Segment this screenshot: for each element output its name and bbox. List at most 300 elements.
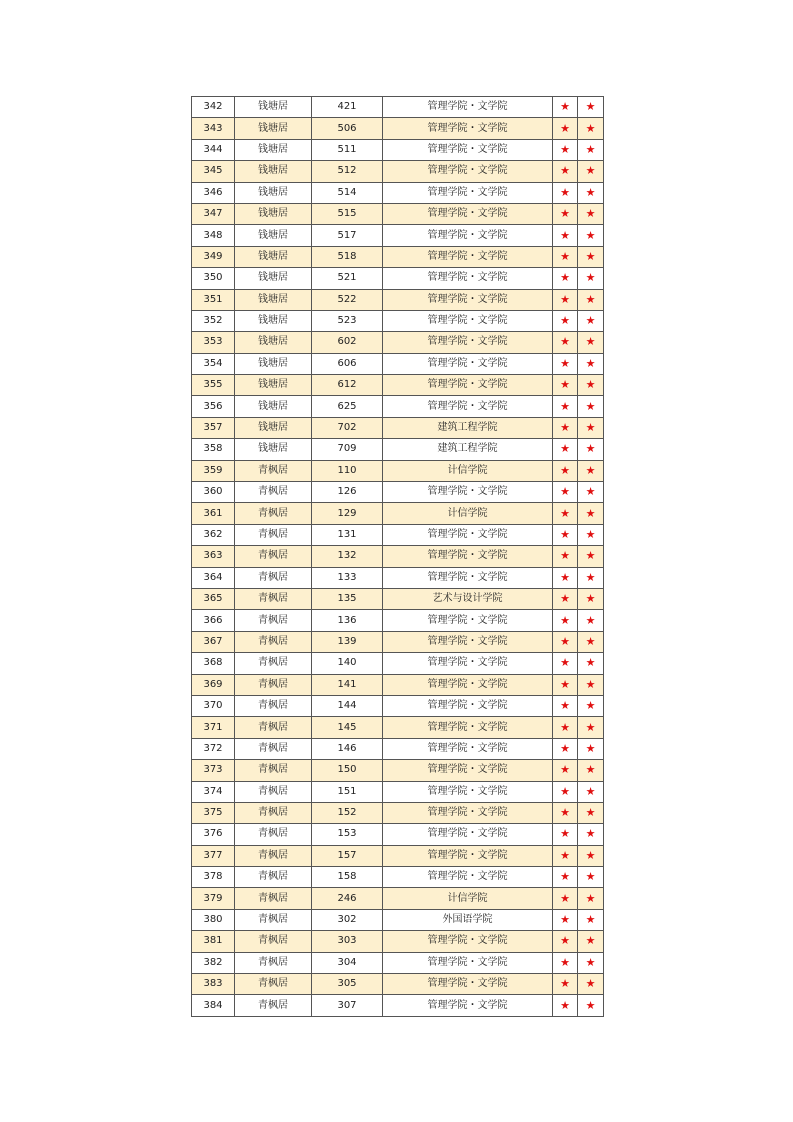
building-name: 青枫居 [235,631,312,652]
college-name: 管理学院・文学院 [383,610,553,631]
star-icon: ★ [553,97,578,118]
building-name: 青枫居 [235,974,312,995]
table-row [192,824,604,845]
college-name: 管理学院・文学院 [383,139,553,160]
building-name: 钱塘居 [235,161,312,182]
star-icon: ★ [578,182,604,203]
building-name: 钱塘居 [235,332,312,353]
building-name: 青枫居 [235,824,312,845]
row-number: 371 [192,717,235,738]
building-name: 钱塘居 [235,375,312,396]
college-name: 管理学院・文学院 [383,952,553,973]
room-number: 131 [312,524,383,545]
room-number: 602 [312,332,383,353]
star-icon: ★ [553,717,578,738]
row-number: 364 [192,567,235,588]
row-number: 346 [192,182,235,203]
building-name: 青枫居 [235,653,312,674]
room-number: 145 [312,717,383,738]
room-number: 511 [312,139,383,160]
room-number: 135 [312,588,383,609]
building-name: 青枫居 [235,482,312,503]
college-name: 管理学院・文学院 [383,225,553,246]
star-icon: ★ [553,674,578,695]
college-name: 管理学院・文学院 [383,161,553,182]
college-name: 管理学院・文学院 [383,781,553,802]
room-number: 151 [312,781,383,802]
table-row [192,588,604,609]
room-number: 152 [312,802,383,823]
building-name: 钱塘居 [235,97,312,118]
star-icon: ★ [578,931,604,952]
row-number: 342 [192,97,235,118]
star-icon: ★ [578,674,604,695]
star-icon: ★ [578,824,604,845]
college-name: 计信学院 [383,460,553,481]
room-number: 512 [312,161,383,182]
college-name: 管理学院・文学院 [383,118,553,139]
star-icon: ★ [578,289,604,310]
room-number: 246 [312,888,383,909]
college-name: 管理学院・文学院 [383,931,553,952]
row-number: 347 [192,203,235,224]
table-row [192,867,604,888]
star-icon: ★ [578,353,604,374]
college-name: 艺术与设计学院 [383,588,553,609]
star-icon: ★ [578,717,604,738]
college-name: 管理学院・文学院 [383,695,553,716]
building-name: 钱塘居 [235,225,312,246]
star-icon: ★ [553,824,578,845]
star-icon: ★ [553,182,578,203]
star-icon: ★ [553,139,578,160]
building-name: 青枫居 [235,931,312,952]
star-icon: ★ [553,653,578,674]
college-name: 管理学院・文学院 [383,824,553,845]
star-icon: ★ [553,310,578,331]
star-icon: ★ [578,738,604,759]
star-icon: ★ [578,631,604,652]
building-name: 钱塘居 [235,118,312,139]
college-name: 管理学院・文学院 [383,246,553,267]
college-name: 管理学院・文学院 [383,867,553,888]
building-name: 青枫居 [235,460,312,481]
star-icon: ★ [553,289,578,310]
star-icon: ★ [553,396,578,417]
building-name: 青枫居 [235,995,312,1016]
row-number: 352 [192,310,235,331]
row-number: 344 [192,139,235,160]
star-icon: ★ [578,118,604,139]
room-number: 136 [312,610,383,631]
star-icon: ★ [553,332,578,353]
table-row [192,375,604,396]
table-row [192,610,604,631]
table-row [192,353,604,374]
row-number: 366 [192,610,235,631]
college-name: 管理学院・文学院 [383,396,553,417]
star-icon: ★ [578,952,604,973]
table-row [192,310,604,331]
college-name: 管理学院・文学院 [383,482,553,503]
star-icon: ★ [553,909,578,930]
table-row [192,995,604,1016]
college-name: 管理学院・文学院 [383,995,553,1016]
star-icon: ★ [578,995,604,1016]
table-row [192,139,604,160]
row-number: 377 [192,845,235,866]
star-icon: ★ [578,375,604,396]
star-icon: ★ [578,332,604,353]
room-number: 702 [312,417,383,438]
building-name: 青枫居 [235,567,312,588]
college-name: 管理学院・文学院 [383,631,553,652]
building-name: 青枫居 [235,546,312,567]
building-name: 青枫居 [235,738,312,759]
row-number: 355 [192,375,235,396]
room-number: 506 [312,118,383,139]
room-number: 518 [312,246,383,267]
star-icon: ★ [578,161,604,182]
row-number: 359 [192,460,235,481]
room-number: 146 [312,738,383,759]
star-icon: ★ [553,353,578,374]
star-icon: ★ [553,695,578,716]
table-row [192,97,604,118]
row-number: 375 [192,802,235,823]
table-row [192,182,604,203]
star-icon: ★ [578,225,604,246]
star-icon: ★ [578,695,604,716]
room-number: 133 [312,567,383,588]
room-number: 709 [312,439,383,460]
table-row [192,909,604,930]
building-name: 青枫居 [235,524,312,545]
row-number: 356 [192,396,235,417]
table-row [192,439,604,460]
building-name: 钱塘居 [235,417,312,438]
dormitory-table [191,96,604,1017]
star-icon: ★ [553,867,578,888]
college-name: 管理学院・文学院 [383,375,553,396]
room-number: 612 [312,375,383,396]
star-icon: ★ [578,845,604,866]
building-name: 青枫居 [235,695,312,716]
table-row [192,482,604,503]
table-row [192,888,604,909]
college-name: 管理学院・文学院 [383,845,553,866]
star-icon: ★ [578,802,604,823]
star-icon: ★ [578,781,604,802]
room-number: 606 [312,353,383,374]
building-name: 青枫居 [235,674,312,695]
star-icon: ★ [578,867,604,888]
room-number: 140 [312,653,383,674]
star-icon: ★ [553,268,578,289]
building-name: 钱塘居 [235,439,312,460]
college-name: 管理学院・文学院 [383,674,553,695]
room-number: 521 [312,268,383,289]
table-row [192,674,604,695]
room-number: 153 [312,824,383,845]
room-number: 625 [312,396,383,417]
star-icon: ★ [578,482,604,503]
table-row [192,503,604,524]
row-number: 348 [192,225,235,246]
star-icon: ★ [553,503,578,524]
table-row [192,268,604,289]
building-name: 青枫居 [235,867,312,888]
table-row [192,738,604,759]
building-name: 钱塘居 [235,268,312,289]
star-icon: ★ [578,546,604,567]
building-name: 青枫居 [235,588,312,609]
row-number: 343 [192,118,235,139]
table-row [192,118,604,139]
row-number: 381 [192,931,235,952]
row-number: 369 [192,674,235,695]
row-number: 380 [192,909,235,930]
building-name: 钱塘居 [235,139,312,160]
star-icon: ★ [553,118,578,139]
room-number: 141 [312,674,383,695]
star-icon: ★ [553,631,578,652]
star-icon: ★ [578,417,604,438]
table-row [192,161,604,182]
building-name: 钱塘居 [235,310,312,331]
building-name: 钱塘居 [235,396,312,417]
star-icon: ★ [553,931,578,952]
table-row [192,631,604,652]
table-row [192,802,604,823]
building-name: 钱塘居 [235,182,312,203]
college-name: 管理学院・文学院 [383,353,553,374]
star-icon: ★ [578,268,604,289]
table-row [192,332,604,353]
row-number: 382 [192,952,235,973]
table-row [192,225,604,246]
college-name: 管理学院・文学院 [383,310,553,331]
row-number: 350 [192,268,235,289]
star-icon: ★ [553,546,578,567]
star-icon: ★ [553,203,578,224]
college-name: 管理学院・文学院 [383,203,553,224]
star-icon: ★ [578,310,604,331]
row-number: 354 [192,353,235,374]
row-number: 353 [192,332,235,353]
room-number: 302 [312,909,383,930]
table-row [192,546,604,567]
room-number: 421 [312,97,383,118]
table-row [192,781,604,802]
star-icon: ★ [553,524,578,545]
college-name: 管理学院・文学院 [383,268,553,289]
college-name: 管理学院・文学院 [383,760,553,781]
table-row [192,974,604,995]
star-icon: ★ [553,417,578,438]
college-name: 计信学院 [383,888,553,909]
row-number: 349 [192,246,235,267]
row-number: 384 [192,995,235,1016]
room-number: 523 [312,310,383,331]
building-name: 青枫居 [235,760,312,781]
star-icon: ★ [553,781,578,802]
row-number: 378 [192,867,235,888]
room-number: 514 [312,182,383,203]
building-name: 青枫居 [235,802,312,823]
star-icon: ★ [578,760,604,781]
star-icon: ★ [553,888,578,909]
star-icon: ★ [578,203,604,224]
building-name: 青枫居 [235,952,312,973]
table-row [192,246,604,267]
star-icon: ★ [553,567,578,588]
star-icon: ★ [553,952,578,973]
star-icon: ★ [553,588,578,609]
building-name: 青枫居 [235,610,312,631]
room-number: 515 [312,203,383,224]
star-icon: ★ [578,246,604,267]
building-name: 青枫居 [235,717,312,738]
table-row [192,695,604,716]
table-row [192,289,604,310]
star-icon: ★ [578,439,604,460]
college-name: 管理学院・文学院 [383,289,553,310]
table-row [192,417,604,438]
star-icon: ★ [578,567,604,588]
room-number: 304 [312,952,383,973]
college-name: 管理学院・文学院 [383,738,553,759]
building-name: 青枫居 [235,503,312,524]
room-number: 139 [312,631,383,652]
building-name: 钱塘居 [235,353,312,374]
table-row [192,524,604,545]
star-icon: ★ [578,139,604,160]
star-icon: ★ [553,460,578,481]
college-name: 管理学院・文学院 [383,653,553,674]
row-number: 372 [192,738,235,759]
table-row [192,717,604,738]
table-row [192,760,604,781]
table-row [192,396,604,417]
star-icon: ★ [553,738,578,759]
row-number: 358 [192,439,235,460]
table-row [192,460,604,481]
star-icon: ★ [553,974,578,995]
star-icon: ★ [553,439,578,460]
star-icon: ★ [578,396,604,417]
row-number: 374 [192,781,235,802]
row-number: 365 [192,588,235,609]
star-icon: ★ [578,524,604,545]
row-number: 383 [192,974,235,995]
room-number: 157 [312,845,383,866]
college-name: 外国语学院 [383,909,553,930]
star-icon: ★ [553,760,578,781]
table-row [192,203,604,224]
star-icon: ★ [578,909,604,930]
row-number: 376 [192,824,235,845]
college-name: 管理学院・文学院 [383,97,553,118]
college-name: 管理学院・文学院 [383,182,553,203]
row-number: 363 [192,546,235,567]
college-name: 管理学院・文学院 [383,524,553,545]
room-number: 158 [312,867,383,888]
row-number: 379 [192,888,235,909]
college-name: 管理学院・文学院 [383,717,553,738]
room-number: 126 [312,482,383,503]
star-icon: ★ [578,503,604,524]
table-row [192,845,604,866]
building-name: 青枫居 [235,909,312,930]
row-number: 345 [192,161,235,182]
room-number: 305 [312,974,383,995]
star-icon: ★ [578,460,604,481]
room-number: 150 [312,760,383,781]
row-number: 351 [192,289,235,310]
row-number: 368 [192,653,235,674]
star-icon: ★ [578,888,604,909]
star-icon: ★ [553,610,578,631]
room-number: 132 [312,546,383,567]
row-number: 370 [192,695,235,716]
building-name: 钱塘居 [235,289,312,310]
star-icon: ★ [553,995,578,1016]
row-number: 361 [192,503,235,524]
college-name: 管理学院・文学院 [383,567,553,588]
college-name: 管理学院・文学院 [383,332,553,353]
college-name: 建筑工程学院 [383,439,553,460]
star-icon: ★ [578,588,604,609]
room-number: 110 [312,460,383,481]
college-name: 管理学院・文学院 [383,974,553,995]
room-number: 129 [312,503,383,524]
college-name: 建筑工程学院 [383,417,553,438]
building-name: 青枫居 [235,888,312,909]
building-name: 青枫居 [235,845,312,866]
row-number: 367 [192,631,235,652]
table-row [192,567,604,588]
college-name: 管理学院・文学院 [383,802,553,823]
star-icon: ★ [553,225,578,246]
table-row [192,653,604,674]
building-name: 钱塘居 [235,246,312,267]
college-name: 管理学院・文学院 [383,546,553,567]
table-body [192,97,604,1017]
star-icon: ★ [578,97,604,118]
star-icon: ★ [578,653,604,674]
row-number: 357 [192,417,235,438]
table-row [192,952,604,973]
college-name: 计信学院 [383,503,553,524]
star-icon: ★ [553,246,578,267]
room-number: 307 [312,995,383,1016]
room-number: 517 [312,225,383,246]
room-number: 303 [312,931,383,952]
building-name: 青枫居 [235,781,312,802]
table-row [192,931,604,952]
star-icon: ★ [553,161,578,182]
row-number: 360 [192,482,235,503]
star-icon: ★ [578,610,604,631]
star-icon: ★ [578,974,604,995]
row-number: 373 [192,760,235,781]
room-number: 522 [312,289,383,310]
room-number: 144 [312,695,383,716]
star-icon: ★ [553,375,578,396]
row-number: 362 [192,524,235,545]
star-icon: ★ [553,845,578,866]
